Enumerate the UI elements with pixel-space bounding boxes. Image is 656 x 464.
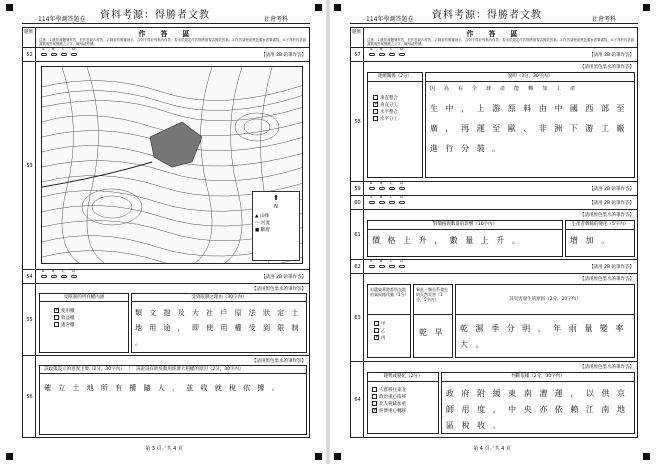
question-row-62 xyxy=(351,260,637,274)
explanation-answer-box[interactable] xyxy=(425,72,635,178)
question-number: 58 xyxy=(354,118,361,125)
question-number: 56 xyxy=(26,394,33,400)
bubble-letter: C xyxy=(390,259,393,263)
handwritten-answer: 乾 旱 xyxy=(419,328,446,337)
answer-bubble[interactable] xyxy=(379,201,385,204)
exam-title: 114年學測答題卷 xyxy=(366,16,414,23)
answer-bubble[interactable] xyxy=(399,265,405,268)
question-row-53 xyxy=(23,62,309,270)
question-number: 63 xyxy=(354,314,361,321)
pencil-instruction: 【請用 2B 鉛筆作答】 xyxy=(589,265,634,270)
column-caption: 生產者剩餘的變化（5字內） xyxy=(566,221,634,230)
registration-mark xyxy=(643,453,650,460)
answer-bubble[interactable] xyxy=(369,187,375,190)
answer-bubble[interactable] xyxy=(399,187,405,190)
basis-answer-box[interactable] xyxy=(441,372,635,434)
pencil-instruction: 【請用 2B 鉛筆作答】 xyxy=(261,275,306,280)
option-disposal-right[interactable]: 處分權 xyxy=(54,322,75,329)
bubble-letter: C xyxy=(390,181,393,185)
handwritten-answer: 價 格 上 升 ， 數 量 上 升 。 xyxy=(372,236,523,245)
option-politics-south[interactable]: 政治重心南移 xyxy=(372,394,406,401)
price-quantity-answer-box[interactable] xyxy=(367,220,563,257)
question-row-63 xyxy=(351,274,637,362)
question-number: 60 xyxy=(354,199,361,206)
answer-bubble[interactable] xyxy=(389,265,395,268)
registration-mark xyxy=(315,453,322,460)
bubble-letter: A xyxy=(42,269,45,273)
ink-instruction: 【請用黑色墨水的筆作答】 xyxy=(252,287,306,292)
map-legend xyxy=(252,191,300,261)
pencil-instruction: 【請用 2B 鉛筆作答】 xyxy=(589,53,634,58)
question-row-60 xyxy=(351,196,637,210)
question-number: 62 xyxy=(354,263,361,270)
bubble-letter: A xyxy=(370,259,373,263)
bubble-letter: A xyxy=(370,195,373,199)
ownership-options xyxy=(39,293,129,353)
page-footer: 第 3 頁／共 4 頁 xyxy=(145,446,183,452)
answer-bubble[interactable] xyxy=(61,53,67,56)
option-jia[interactable]: 甲 xyxy=(374,321,386,328)
bubble-letter: B xyxy=(380,195,383,199)
answer-bubble[interactable] xyxy=(51,275,57,278)
answer-bubble[interactable] xyxy=(71,53,77,56)
bubble-letter: A xyxy=(370,181,373,185)
page-footer: 第 4 頁／共 4 頁 xyxy=(473,446,511,452)
question-number: 61 xyxy=(354,231,361,238)
ink-instruction: 【請用黑色墨水的筆作答】 xyxy=(580,277,634,282)
column-caption: 對價格與數量的影響（10字內） xyxy=(368,221,562,230)
table-header xyxy=(23,28,309,48)
handwritten-answer: 生 中 ， 上 游 原 料 由 中 國 西 部 至 廣 ， 再 運 至 歐 、 非 洲 下 游 工 廠 進 行 分 裝 。 xyxy=(430,104,628,153)
question-row-58 xyxy=(351,62,637,182)
question-row-52 xyxy=(23,48,309,62)
bubble-letter: B xyxy=(380,47,383,51)
question-row-61 xyxy=(351,210,637,260)
answer-bubble[interactable] xyxy=(369,265,375,268)
bubble-group[interactable] xyxy=(369,181,409,191)
option-yi[interactable]: 乙 xyxy=(374,328,386,335)
bubble-letter: A xyxy=(370,47,373,51)
answer-bubble[interactable] xyxy=(389,53,395,56)
handwritten-answer: 增 加 。 xyxy=(570,236,612,245)
question-number: 57 xyxy=(354,51,361,58)
answer-bubble[interactable] xyxy=(61,275,67,278)
instructions-note: 注意：1.應依據題號作答，於作答區內作答。2.除非有明確指示，否則不得於每格內作答；若未依規定作答則將被視為無效答案。3.作答請使用黑色墨水的筆書寫。4.不得於作答區書寫與答案無關之文字、圖形或符號。 xyxy=(367,38,635,47)
question-row-55 xyxy=(23,284,309,356)
legend-item-peak: ▲ 山峰 xyxy=(255,214,269,219)
answer-bubble[interactable] xyxy=(71,275,77,278)
question-number: 59 xyxy=(354,185,361,192)
handwritten-answer: 乾 濕 季 分 明 ， 年 雨 量 變 率 大 。 xyxy=(460,324,626,349)
answer-bubble[interactable] xyxy=(41,275,47,278)
bubble-group[interactable] xyxy=(41,269,81,279)
bubble-letter: C xyxy=(390,47,393,51)
policy-answer-box[interactable] xyxy=(39,365,307,435)
column-caption: 判斷依據（2分，30字內） xyxy=(442,373,634,382)
answer-area-title: 作 答 區 xyxy=(466,30,522,38)
answer-bubble[interactable] xyxy=(51,53,57,56)
option-use-right[interactable]: ✓使用權 xyxy=(54,308,75,315)
question-row-64 xyxy=(351,362,637,438)
relation-options xyxy=(367,72,423,178)
bubble-letter: D xyxy=(400,181,403,185)
bubble-group[interactable] xyxy=(369,47,409,57)
column-caption: 連續關係（2分） xyxy=(368,73,422,82)
question-row-57 xyxy=(351,48,637,62)
question-number: 53 xyxy=(26,162,33,169)
bubble-letter: D xyxy=(72,47,75,51)
north-arrow-icon: ⬆ N xyxy=(273,194,279,210)
bubble-group[interactable] xyxy=(41,47,81,57)
pencil-instruction: 【請用 2B 鉛筆作答】 xyxy=(589,201,634,206)
column-caption: 勾選東華港都所在地的氣候種代號（1分） xyxy=(368,285,410,315)
registration-mark xyxy=(6,453,13,460)
climate-options xyxy=(367,284,411,358)
number-label: 題號 xyxy=(352,30,361,35)
bubble-letter: D xyxy=(72,269,75,273)
pencil-instruction: 【請用 2B 鉛筆作答】 xyxy=(589,187,634,192)
answer-bubble[interactable] xyxy=(41,53,47,56)
column-caption: 趨勢或變化（2分） xyxy=(368,373,438,382)
subject-label: 社會考科 xyxy=(264,16,289,23)
answer-bubble[interactable] xyxy=(399,53,405,56)
column-caption: 說明（3分，30字內） xyxy=(426,73,634,82)
cause-answer-box[interactable] xyxy=(455,284,635,358)
bubble-group[interactable] xyxy=(369,259,409,269)
instructions-note: 注意：1.應依據題號作答，於作答區內作答。2.除非有明確指示，否則不得於每格內作答；若未依規定作答則將被視為無效答案。3.作答請使用黑色墨水的筆書寫。4.不得於作答區書寫與答案無關之文字、圖形或符號。 xyxy=(39,38,307,47)
surplus-answer-box[interactable] xyxy=(565,220,635,257)
bubble-letter: B xyxy=(380,259,383,263)
handwritten-answer: 政 府 附 緩 東 南 漕 運 ， 以 供 京 師 用 度 ， 中 央 亦 依 賴 江 南 地 區 稅 收 。 xyxy=(446,389,628,430)
column-caption: 該政策設立的意義主要（2分，30字內） ｜ 該說詞有助於動用經濟大租權的原因（2分，30字內） xyxy=(40,366,306,374)
answer-frame xyxy=(22,27,310,438)
ink-instruction: 【請用黑色墨水的筆作答】 xyxy=(252,359,306,364)
bubble-letter: B xyxy=(52,47,55,51)
number-label: 題號 xyxy=(24,30,33,35)
answer-sheet-page-4 xyxy=(330,0,654,464)
disaster-answer-box[interactable] xyxy=(413,284,453,358)
answer-bubble[interactable] xyxy=(389,187,395,190)
bubble-letter: B xyxy=(380,181,383,185)
bubble-letter: B xyxy=(52,269,55,273)
ink-instruction: 【請用黑色墨水的筆作答】 xyxy=(580,213,634,218)
column-caption: 畢此一類首系發生的天然災害（1分，5字內） xyxy=(414,285,452,315)
option-north-tax[interactable]: 北人稅賦加重 xyxy=(372,401,406,408)
bubble-letter: D xyxy=(400,47,403,51)
registration-mark xyxy=(334,453,341,460)
bubble-letter: C xyxy=(62,47,65,51)
registration-mark xyxy=(334,4,341,11)
question-row-59 xyxy=(351,182,637,196)
legend-item-fault: ■ 斷層 xyxy=(255,228,270,233)
question-number: 64 xyxy=(354,397,361,403)
bubble-group[interactable] xyxy=(369,195,409,205)
legend-item-river: ～ 河流 xyxy=(255,221,270,226)
handwritten-answer: 類 文 提 及 大 社 戶 原 法 狀 定 土 地 用 途 ， 即 使 用 權 受 到 限 制 。 xyxy=(135,309,301,347)
header-rule xyxy=(350,23,638,24)
ink-instruction: 【請用黑色墨水的筆作答】 xyxy=(580,365,634,370)
handwritten-source-note: 資料考源：得勝者文教 xyxy=(432,10,542,21)
pencil-instruction: 【請用 2B 鉛筆作答】 xyxy=(261,53,306,58)
answer-bubble[interactable] xyxy=(369,201,375,204)
answer-bubble[interactable] xyxy=(389,201,395,204)
handwritten-source-note: 資料考源：得勝者文教 xyxy=(100,10,210,21)
table-header xyxy=(351,28,637,48)
column-caption: 受到限制之理由（30字內） xyxy=(132,294,306,302)
registration-mark xyxy=(643,4,650,11)
answer-bubble[interactable] xyxy=(399,201,405,204)
option-bing[interactable]: ✓丙 xyxy=(374,335,386,342)
column-caption: 該災害發生的原因（2分，20字內） xyxy=(456,285,634,315)
header-rule xyxy=(22,23,310,24)
answer-bubble[interactable] xyxy=(379,187,385,190)
option-income-right[interactable]: 收益權 xyxy=(54,315,75,322)
option-vertical-integration[interactable]: 垂直整合 xyxy=(373,95,398,102)
option-vertical-division[interactable]: ✓垂直分工 xyxy=(373,102,398,109)
option-horizontal-integration[interactable]: 水平整合 xyxy=(373,109,398,116)
option-economy-shift[interactable]: ✓經濟重心轉移 xyxy=(372,408,406,415)
trend-options xyxy=(367,372,439,434)
handwritten-answer: 確 立 土 地 所 有 權 隨 人 ， 並 收 就 稅 依 據 。 xyxy=(44,384,282,392)
reason-answer-box[interactable] xyxy=(131,293,307,353)
answer-bubble[interactable] xyxy=(379,53,385,56)
exam-title: 114年學測答題卷 xyxy=(38,16,86,23)
answer-area-title: 作 答 區 xyxy=(138,30,194,38)
answer-bubble[interactable] xyxy=(379,265,385,268)
bubble-letter: C xyxy=(390,195,393,199)
bubble-letter: D xyxy=(400,195,403,199)
answer-frame xyxy=(350,27,638,438)
answer-sheet-page-3 xyxy=(2,0,326,464)
question-row-54 xyxy=(23,270,309,284)
question-number: 52 xyxy=(26,51,33,58)
registration-mark xyxy=(315,4,322,11)
question-number: 55 xyxy=(26,316,33,323)
question-row-56 xyxy=(23,356,309,438)
answer-bubble[interactable] xyxy=(369,53,375,56)
registration-mark xyxy=(6,4,13,11)
question-number: 54 xyxy=(26,273,33,280)
contour-map[interactable] xyxy=(41,66,303,264)
bubble-letter: C xyxy=(62,269,65,273)
bubble-letter: D xyxy=(400,259,403,263)
option-people-northeast[interactable]: 人群移往東北 xyxy=(372,387,406,394)
bubble-letter: A xyxy=(42,47,45,51)
answer-grid-row: 因為在全球產能轉加工產 xyxy=(430,86,585,92)
column-caption: 受限制的所有權內涵 xyxy=(40,294,128,302)
option-horizontal-division[interactable]: 水平分工 xyxy=(373,116,398,123)
ink-instruction: 【請用黑色墨水的筆作答】 xyxy=(580,65,634,70)
subject-label: 社會考科 xyxy=(592,16,617,23)
